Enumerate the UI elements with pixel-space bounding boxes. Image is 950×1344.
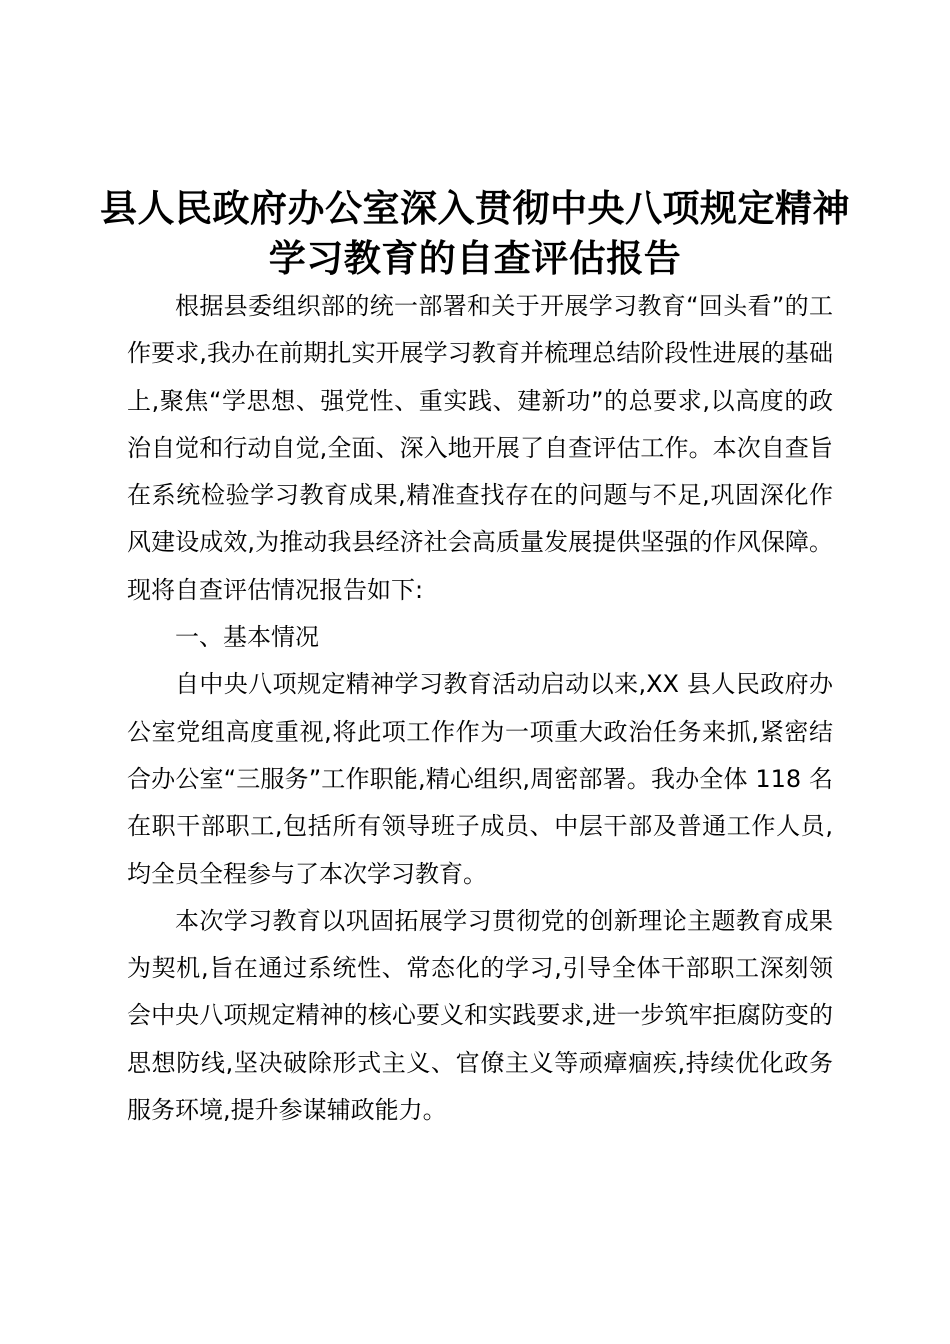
document-title: 县人民政府办公室深入贯彻中央八项规定精神学习教育的自查评估报告	[100, 187, 850, 280]
paragraph-intro: 根据县委组织部的统一部署和关于开展学习教育“回头看”的工作要求,我办在前期扎实开展学习教育并梳理总结阶段性进展的基础上,聚焦“学思想、强党性、重实践、建新功”的总要求,以高度的政治自觉和行动自觉,全面、深入地开展了自查评估工作。本次自查旨在系统检验学习教育成果,精准查找存在的问题与不足,巩固深化作风建设成效,为推动我县经济社会高质量发展提供坚强的作风保障。现将自查评估情况报告如下:	[127, 292, 833, 604]
document-body	[127, 283, 833, 1134]
paragraph-study-purpose: 本次学习教育以巩固拓展学习贯彻党的创新理论主题教育成果为契机,旨在通过系统性、常态化的学习,引导全体干部职工深刻领会中央八项规定精神的核心要义和实践要求,进一步筑牢拒腐防变的思想防线,坚决破除形式主义、官僚主义等顽瘴痼疾,持续优化政务服务环境,提升参谋辅政能力。	[127, 906, 833, 1125]
paragraph-basic-situation: 自中央八项规定精神学习教育活动启动以来,XX 县人民政府办公室党组高度重视,将此项工作作为一项重大政治任务来抓,紧密结合办公室“三服务”工作职能,精心组织,周密部署。我办全体 118 名在职干部职工,包括所有领导班子成员、中层干部及普通工作人员,均全员全程参与了本次学习教育。	[127, 670, 833, 888]
section-heading-basic-situation: 一、基本情况	[175, 623, 319, 652]
